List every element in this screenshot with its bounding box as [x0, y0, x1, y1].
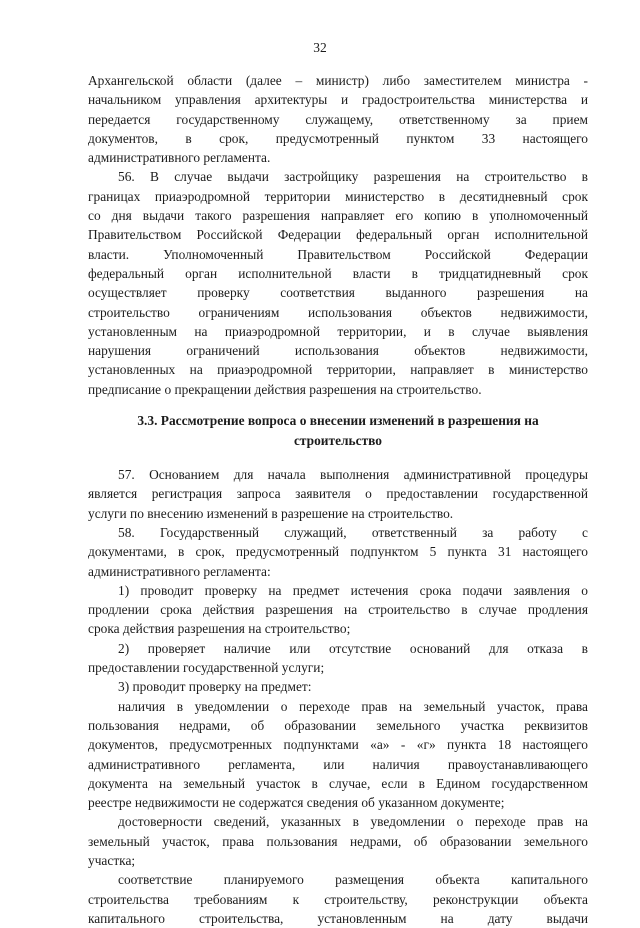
text-line: 58. Государственный служащий, ответственный за работу с [118, 524, 588, 540]
text-line: 57. Основанием для начала выполнения административной процедуры [118, 467, 588, 483]
text-line: реестре недвижимости не содержатся сведения об указанном документе; [88, 795, 505, 811]
text-line: передается государственному служащему, ответственному за прием [88, 111, 588, 127]
text-line: Правительством Российской Федерации федеральный орган исполнительной [88, 227, 588, 243]
text-line: установленных на приаэродромной территории, направляет в министерство [88, 362, 588, 378]
sub-item-c [88, 870, 588, 928]
sub-item-b [88, 812, 588, 870]
text-line: строительства требованиям к строительству, реконструкции объекта [88, 891, 588, 907]
paragraph-56 [88, 167, 588, 399]
text-line: административного регламента, или наличия правоустанавливающего [88, 756, 588, 772]
text-line: срока действия разрешения на строительство; [88, 621, 351, 637]
paragraph-58 [88, 523, 588, 581]
text-line: со дня выдачи такого разрешения направляет его копию в уполномоченный [88, 208, 588, 224]
text-line: начальником управления архитектуры и градостроительства министерства и [88, 92, 588, 108]
section-heading-line: 3.3. Рассмотрение вопроса о внесении изменений в разрешения на [137, 413, 539, 429]
text-line: предписание о прекращении действия разрешения на строительство. [88, 381, 482, 397]
text-line: участка; [88, 852, 136, 868]
text-line: 3) проводит проверку на предмет: [118, 679, 312, 695]
page-number: 32 [313, 40, 327, 55]
text-line: федеральный орган исполнительной власти в тридцатидневный срок [88, 265, 588, 281]
text-line: документов, предусмотренных подпунктами «а» - «г» пункта 18 настоящего [88, 737, 588, 753]
text-line: капитального строительства, установленным на дату выдачи [88, 910, 588, 926]
text-line: соответствие планируемого размещения объекта капитального [118, 872, 588, 888]
list-item-1 [88, 581, 588, 639]
paragraph-57 [88, 465, 588, 523]
text-line: документов, в срок, предусмотренный пунктом 33 настоящего [88, 130, 588, 146]
text-line: административного регламента: [88, 563, 271, 579]
text-line: строительство ограничениям использования объектов недвижимости, [88, 304, 588, 320]
list-item-3 [88, 677, 588, 696]
text-line: является регистрация запроса заявителя о предоставлении государственной [88, 486, 588, 502]
text-line: документами, в срок, предусмотренный подпунктом 5 пункта 31 настоящего [88, 544, 588, 560]
text-line: 2) проверяет наличие или отсутствие оснований для отказа в [118, 640, 588, 656]
text-line: власти. Уполномоченный Правительством Российской Федерации [88, 246, 588, 262]
text-line: пользования недрами, об образовании земельного участка реквизитов [88, 717, 588, 733]
text-line: земельный участок, права пользования недрами, об образовании земельного [88, 833, 588, 849]
list-item-2 [88, 639, 588, 678]
text-line: достоверности сведений, указанных в уведомлении о переходе прав на [118, 814, 588, 830]
text-line: продлении срока действия разрешения на строительство в случае продления [88, 602, 588, 618]
text-line: Архангельской области (далее – министр) либо заместителем министра - [88, 73, 588, 88]
page-content [88, 71, 588, 928]
sub-item-a [88, 697, 588, 813]
text-line: административного регламента. [88, 150, 271, 166]
text-line: наличия в уведомлении о переходе прав на земельный участок, права [118, 698, 588, 714]
text-line: предоставлении государственной услуги; [88, 660, 325, 676]
text-line: границах приаэродромной территории министерство в десятидневный срок [88, 188, 588, 204]
text-line: установленным на приаэродромной территории, и в случае выявления [88, 323, 588, 339]
text-line: услуги по внесению изменений в разрешение на строительство. [88, 505, 454, 521]
text-line: осуществляет проверку соответствия выданного разрешения на [88, 285, 588, 301]
section-heading [88, 411, 588, 451]
text-line: 56. В случае выдачи застройщику разрешения на строительство в [118, 169, 588, 185]
text-line: нарушения ограничений использования объектов недвижимости, [88, 343, 588, 359]
section-heading-line: строительство [293, 433, 382, 449]
paragraph-continuation [88, 71, 588, 167]
text-line: 1) проводит проверку на предмет истечения срока подачи заявления о [118, 582, 588, 598]
text-line: документа на земельный участок в случае, если в Едином государственном [88, 775, 588, 791]
